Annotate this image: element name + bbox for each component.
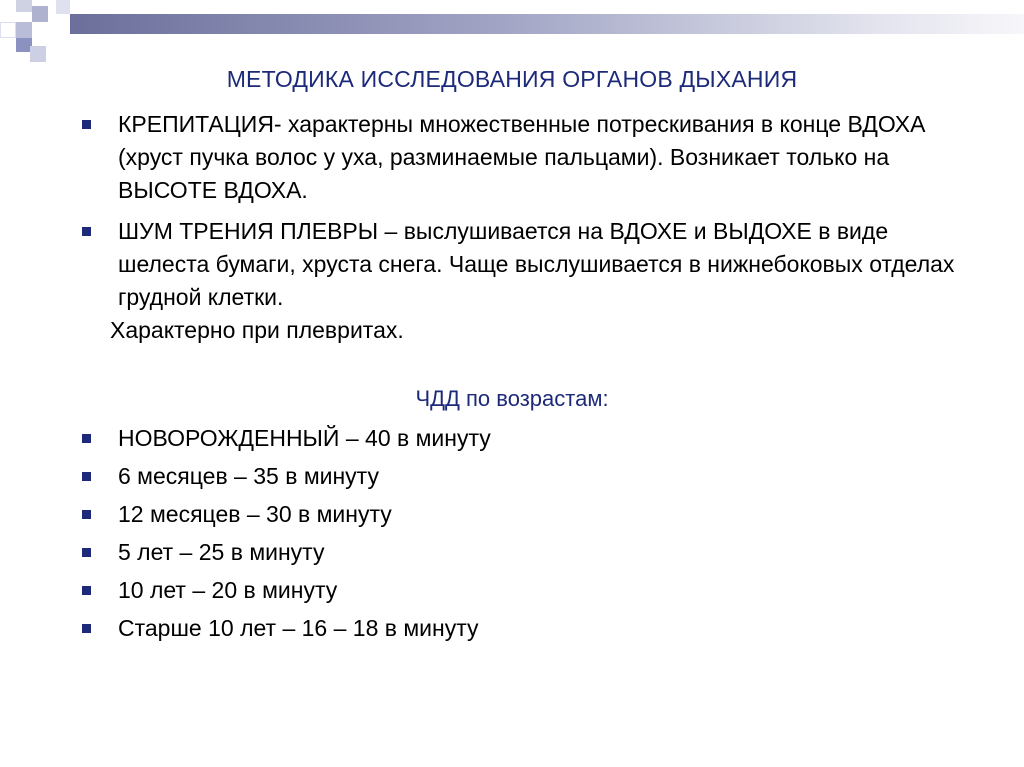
respiratory-rate-list: [74, 422, 974, 650]
square-bullet-icon: [82, 227, 91, 236]
square-bullet-icon: [82, 548, 91, 557]
list-item-text: 6 месяцев – 35 в минуту: [118, 463, 379, 489]
list-item: [74, 215, 974, 314]
list-item-text: Старше 10 лет – 16 – 18 в минуту: [118, 615, 479, 641]
list-item-text: 12 месяцев – 30 в минуту: [118, 501, 392, 527]
decor-square: [56, 0, 70, 14]
square-bullet-icon: [82, 120, 91, 129]
decor-square: [30, 46, 46, 62]
header-gradient-band: [70, 14, 1024, 34]
definitions-list: [74, 108, 974, 314]
square-bullet-icon: [82, 434, 91, 443]
list-item: [74, 460, 974, 498]
slide-title: МЕТОДИКА ИССЛЕДОВАНИЯ ОРГАНОВ ДЫХАНИЯ: [226, 66, 798, 92]
square-bullet-icon: [82, 510, 91, 519]
note-line: Характерно при плевритах.: [110, 317, 404, 343]
list-item-text: ШУМ ТРЕНИЯ ПЛЕВРЫ – выслушивается на ВДОХЕ и ВЫДОХЕ в виде шелеста бумаги, хруста снега. Чаще выслушивается в нижнебоковых отделах грудной клетки.: [118, 218, 955, 310]
section-heading: ЧДД по возрастам:: [415, 386, 609, 411]
list-item: [74, 422, 974, 460]
list-item: [74, 612, 974, 650]
decor-square: [16, 0, 32, 12]
list-item-text: НОВОРОЖДЕННЫЙ – 40 в минуту: [118, 425, 491, 451]
list-item-text: КРЕПИТАЦИЯ- характерны множественные потрескивания в конце ВДОХА (хруст пучка волос у уха, разминаемые пальцами). Возникает только на ВЫСОТЕ ВДОХА.: [118, 111, 926, 203]
square-bullet-icon: [82, 586, 91, 595]
list-item: [74, 108, 974, 207]
list-item-text: 5 лет – 25 в минуту: [118, 539, 325, 565]
square-bullet-icon: [82, 624, 91, 633]
list-item: [74, 536, 974, 574]
decor-square: [16, 22, 32, 38]
decor-square: [0, 22, 16, 38]
list-item: [74, 498, 974, 536]
list-item-text: 10 лет – 20 в минуту: [118, 577, 338, 603]
decor-square: [32, 22, 48, 38]
square-bullet-icon: [82, 472, 91, 481]
decor-square: [32, 6, 48, 22]
list-item: [74, 574, 974, 612]
